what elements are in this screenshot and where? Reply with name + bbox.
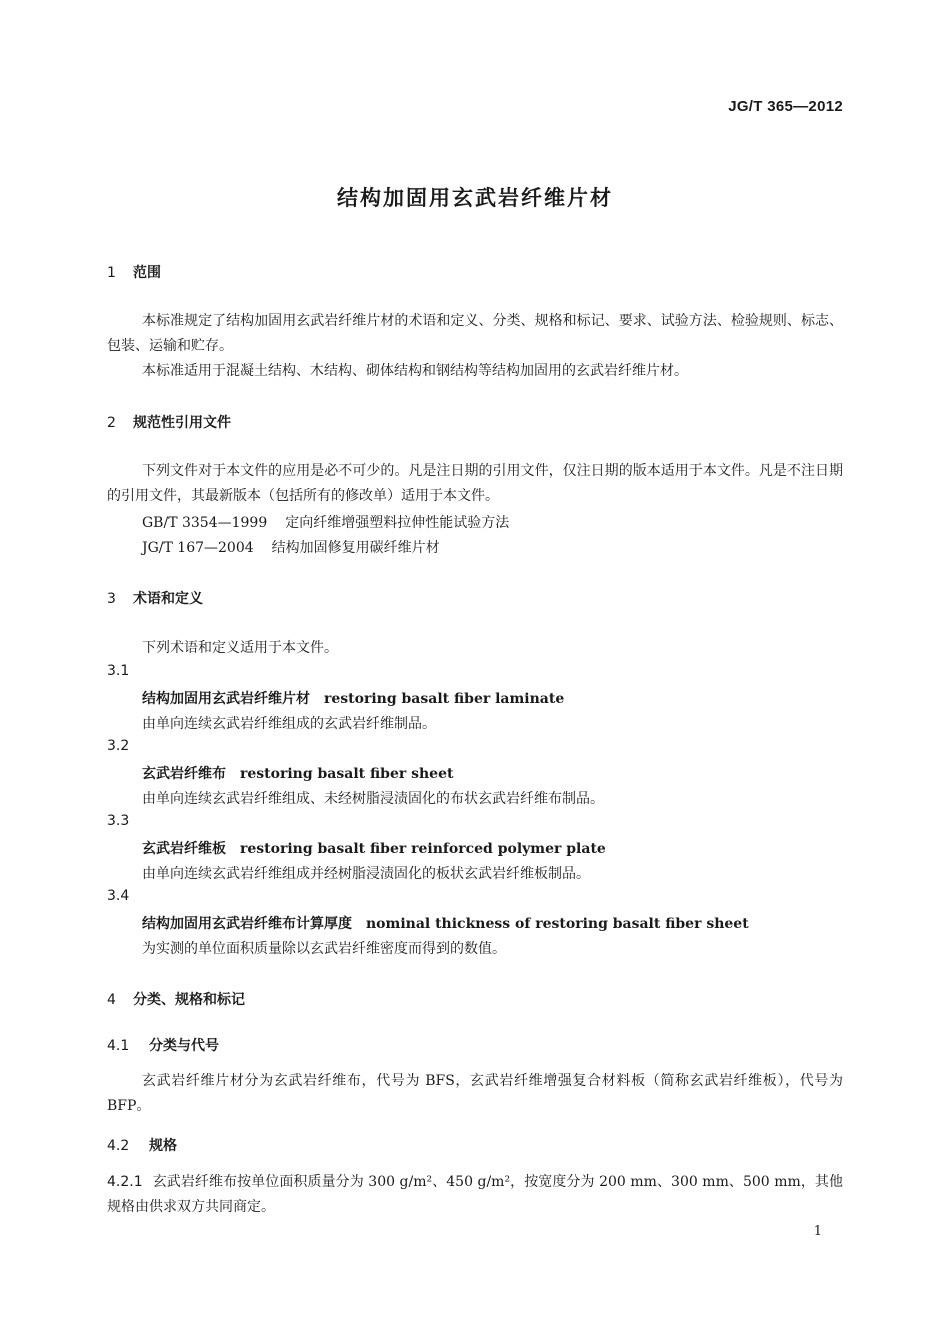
- subsection-title: 规格: [149, 1138, 177, 1154]
- classification-paragraph: 玄武岩纤维片材分为玄武岩纤维布，代号为 BFS，玄武岩纤维增强复合材料板（简称玄武岩纤维板），代号为 BFP。: [107, 1073, 843, 1114]
- reference-title: 结构加固修复用碳纤维片材: [271, 540, 440, 556]
- subsection-4-1-heading: [107, 1035, 219, 1055]
- clause-4-2-1: [107, 1170, 843, 1220]
- section-2-heading: [107, 412, 231, 432]
- terms-intro: 下列术语和定义适用于本文件。: [142, 640, 338, 656]
- term-definition: 由单向连续玄武岩纤维组成并经树脂浸渍固化的板状玄武岩纤维板制品。: [142, 866, 590, 882]
- reference-code: GB/T 3354—1999: [142, 515, 268, 531]
- reference-item: [142, 512, 509, 532]
- term-en: nominal thickness of restoring basalt fiber sheet: [366, 916, 749, 932]
- section-3-heading: [107, 588, 203, 608]
- term-en: restoring basalt fiber laminate: [324, 691, 565, 707]
- normative-references-paragraph: 下列文件对于本文件的应用是必不可少的。凡是注日期的引用文件，仅注日期的版本适用于本文件。凡是不注日期的引用文件，其最新版本（包括所有的修改单）适用于本文件。: [107, 463, 843, 504]
- section-number: 2: [107, 415, 116, 431]
- term-definition: 为实测的单位面积质量除以玄武岩纤维密度而得到的数值。: [142, 941, 506, 957]
- reference-code: JG/T 167—2004: [142, 540, 254, 556]
- term-zh: 玄武岩纤维板: [142, 841, 226, 857]
- section-title: 范围: [133, 265, 161, 281]
- section-number: 1: [107, 265, 116, 281]
- term-zh: 玄武岩纤维布: [142, 766, 226, 782]
- subsection-number: 4.2: [107, 1138, 130, 1154]
- subsection-4-2-heading: [107, 1135, 177, 1155]
- standard-code: JG/T 365—2012: [728, 98, 843, 115]
- term-name: [142, 913, 749, 933]
- section-number: 3: [107, 591, 116, 607]
- reference-title: 定向纤维增强塑料拉伸性能试验方法: [285, 515, 510, 531]
- clause-text: 玄武岩纤维布按单位面积质量分为 300 g/m²、450 g/m²，按宽度分为 200 mm、300 mm、500 mm，其他规格由供求双方共同商定。: [107, 1174, 843, 1215]
- scope-paragraph-1: 本标准规定了结构加固用玄武岩纤维片材的术语和定义、分类、规格和标记、要求、试验方法、检验规则、标志、包装、运输和贮存。: [107, 313, 843, 354]
- term-zh: 结构加固用玄武岩纤维布计算厚度: [142, 916, 352, 932]
- clause-number: 4.2.1: [107, 1174, 143, 1190]
- scope-paragraph-2: 本标准适用于混凝土结构、木结构、砌体结构和钢结构等结构加固用的玄武岩纤维片材。: [142, 363, 688, 379]
- section-title: 分类、规格和标记: [133, 992, 245, 1008]
- term-number: 3.1: [107, 663, 130, 679]
- term-definition: 由单向连续玄武岩纤维组成的玄武岩纤维制品。: [142, 716, 436, 732]
- term-zh: 结构加固用玄武岩纤维片材: [142, 691, 310, 707]
- term-name: [142, 763, 453, 783]
- term-name: [142, 838, 606, 858]
- page-number: 1: [813, 1224, 822, 1239]
- term-name: [142, 688, 564, 708]
- section-1-heading: [107, 262, 161, 282]
- reference-item: [142, 537, 440, 557]
- section-4-heading: [107, 989, 245, 1009]
- document-title: 结构加固用玄武岩纤维片材: [337, 186, 613, 210]
- subsection-title: 分类与代号: [149, 1038, 219, 1054]
- term-en: restoring basalt fiber reinforced polymer plate: [240, 841, 606, 857]
- section-title: 规范性引用文件: [133, 415, 231, 431]
- subsection-number: 4.1: [107, 1038, 130, 1054]
- term-number: 3.2: [107, 738, 130, 754]
- term-number: 3.4: [107, 888, 130, 904]
- section-title: 术语和定义: [133, 591, 203, 607]
- term-definition: 由单向连续玄武岩纤维组成、未经树脂浸渍固化的布状玄武岩纤维布制品。: [142, 791, 604, 807]
- section-number: 4: [107, 992, 116, 1008]
- term-en: restoring basalt fiber sheet: [240, 766, 454, 782]
- term-number: 3.3: [107, 813, 130, 829]
